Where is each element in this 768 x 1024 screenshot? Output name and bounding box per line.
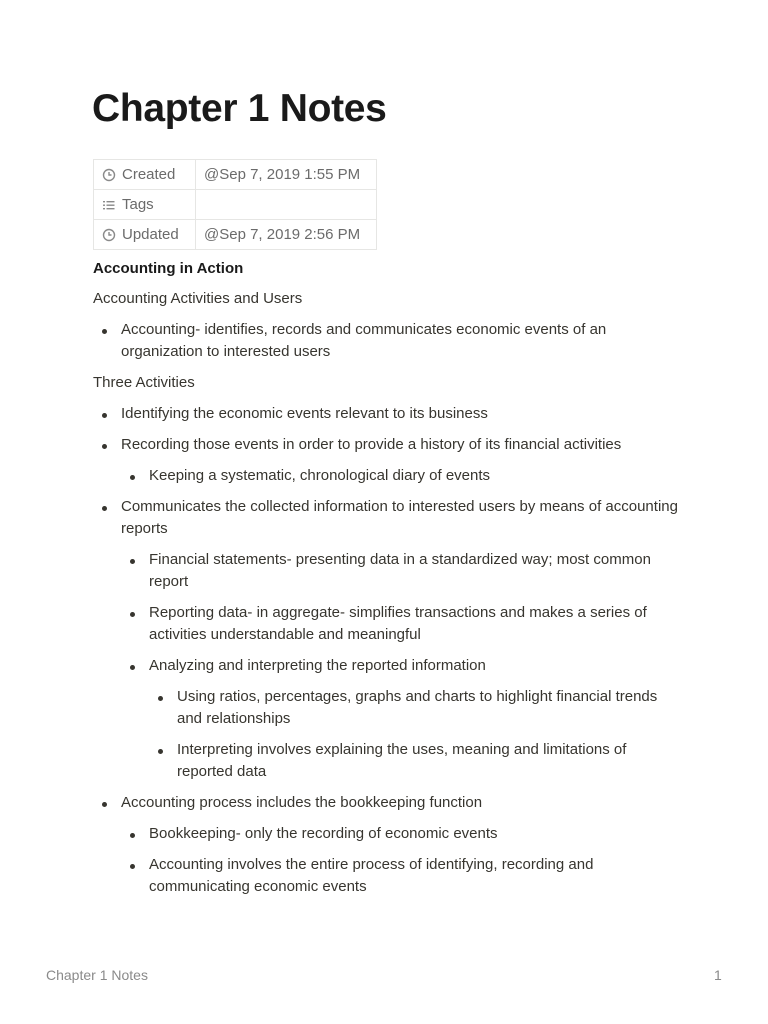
list-item <box>121 854 683 898</box>
list-item <box>149 739 683 783</box>
bullet-dot <box>130 559 135 564</box>
bullet-dot <box>130 665 135 670</box>
bullet-dot <box>130 612 135 617</box>
bullet-dot <box>102 413 107 418</box>
list-item-text: Reporting data- in aggregate- simplifies transactions and makes a series of activities understandable and meaningful <box>149 604 647 643</box>
list-item-text: Analyzing and interpreting the reported information <box>149 657 486 674</box>
list-item <box>93 434 683 487</box>
property-label-updated: Updated <box>122 226 179 243</box>
list-item <box>121 823 683 845</box>
bullet-list <box>121 549 683 783</box>
list-item <box>93 319 683 363</box>
list-item-text: Interpreting involves explaining the uses, meaning and limitations of reported data <box>177 741 627 780</box>
list-item-text: Accounting involves the entire process of identifying, recording and communicating economic events <box>149 856 594 895</box>
properties-table <box>93 159 377 250</box>
bullet-dot <box>130 833 135 838</box>
bullet-dot <box>102 506 107 511</box>
footer-page-number: 1 <box>714 967 722 983</box>
bullet-list <box>149 686 683 783</box>
list-item-text: Accounting process includes the bookkeeping function <box>121 794 483 811</box>
bullet-dot <box>158 749 163 754</box>
property-name-cell <box>94 160 196 190</box>
property-row-tags <box>94 190 377 220</box>
list-item <box>121 549 683 593</box>
bullet-dot <box>102 444 107 449</box>
property-label-created: Created <box>122 166 176 183</box>
footer-title: Chapter 1 Notes <box>46 967 148 983</box>
property-value-created[interactable]: @Sep 7, 2019 1:55 PM <box>196 160 377 190</box>
list-item-text: Identifying the economic events relevant to its business <box>121 405 488 422</box>
list-item-text: Using ratios, percentages, graphs and charts to highlight financial trends and relationships <box>177 688 658 727</box>
property-value-tags[interactable] <box>196 190 377 220</box>
list-item <box>93 496 683 783</box>
property-label-tags: Tags <box>122 196 154 213</box>
bullet-list <box>93 403 683 898</box>
list-item-text: Recording those events in order to provide a history of its financial activities <box>121 436 622 453</box>
list-item <box>93 403 683 425</box>
bullet-dot <box>130 475 135 480</box>
bullet-dot <box>102 802 107 807</box>
paragraph: Three Activities <box>93 374 195 391</box>
section-heading: Accounting in Action <box>93 260 244 277</box>
list-item <box>149 686 683 730</box>
list-item <box>121 602 683 646</box>
list-item-text: Communicates the collected information to interested users by means of accounting reports <box>121 498 678 537</box>
paragraph: Accounting Activities and Users <box>93 290 303 307</box>
note-body <box>93 258 683 907</box>
property-row-created <box>94 160 377 190</box>
bullet-list <box>121 823 683 898</box>
bullet-dot <box>102 329 107 334</box>
property-value-updated[interactable]: @Sep 7, 2019 2:56 PM <box>196 220 377 250</box>
clock-icon <box>102 168 116 182</box>
bullet-dot <box>158 696 163 701</box>
list-item-text: Bookkeeping- only the recording of economic events <box>149 825 498 842</box>
property-name-cell <box>94 220 196 250</box>
list-item-text: Accounting- identifies, records and communicates economic events of an organization to interested users <box>121 321 607 360</box>
list-icon <box>102 198 116 212</box>
bullet-dot <box>130 864 135 869</box>
list-item-text: Financial statements- presenting data in a standardized way; most common report <box>149 551 651 590</box>
bullet-list <box>121 465 683 487</box>
list-item <box>121 655 683 783</box>
list-item <box>93 792 683 898</box>
property-name-cell <box>94 190 196 220</box>
page-title: Chapter 1 Notes <box>92 87 387 130</box>
bullet-list <box>93 319 683 363</box>
property-row-updated <box>94 220 377 250</box>
clock-icon <box>102 228 116 242</box>
list-item-text: Keeping a systematic, chronological diary of events <box>149 467 491 484</box>
list-item <box>121 465 683 487</box>
